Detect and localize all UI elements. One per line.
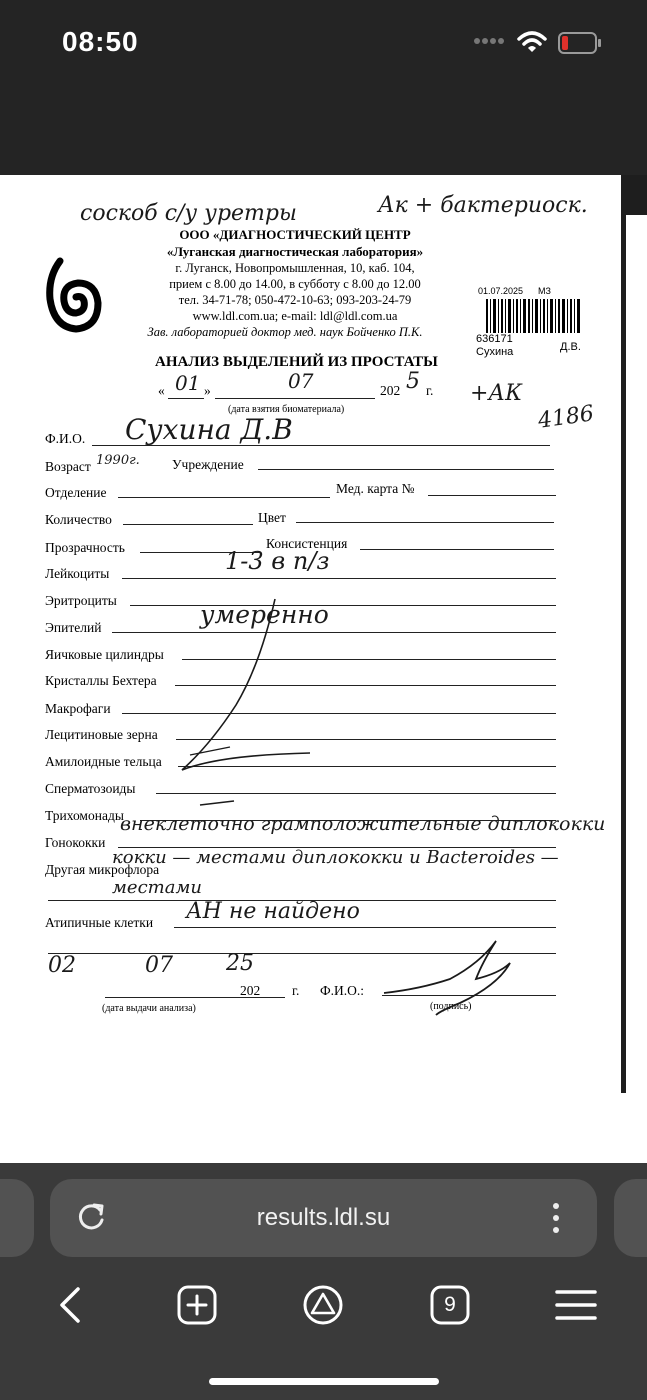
address-bar[interactable] — [50, 1179, 597, 1257]
tab-count: 9 — [444, 1293, 456, 1316]
trichomonads-label: Трихомонады — [45, 808, 124, 823]
atypical-cells-label: Атипичные клетки — [45, 915, 154, 930]
spermatozoa-label: Сперматозоиды — [45, 781, 136, 796]
erythrocytes-label: Эритроциты — [45, 593, 117, 608]
date-day-value: 01 — [175, 371, 201, 395]
testicular-cylinders-label: Яичковые цилиндры — [45, 647, 164, 662]
date-month-line — [215, 398, 375, 399]
institution-label: Учреждение — [172, 457, 244, 472]
leukocytes-value: 1-3 в п/з — [225, 547, 330, 575]
url-text[interactable]: results.ldl.su — [256, 1204, 391, 1231]
handwritten-number: 4186 — [536, 401, 596, 434]
leukocytes-label: Лейкоциты — [45, 566, 110, 581]
other-microflora-value: кокки — местами диплококки и Bacteroides — местами — [112, 847, 559, 898]
signature-caption: (подпись) — [430, 1001, 472, 1012]
cellular-signal-icon — [473, 36, 507, 46]
gonococci-value: внеклеточно грамположительные диплококки — [120, 813, 606, 835]
issue-date-suffix: г. — [292, 983, 300, 998]
handwritten-sample-note: соскоб с/у уретры — [80, 201, 297, 226]
battery-icon — [558, 31, 602, 55]
browser-bottom-panel — [0, 1163, 647, 1400]
fio-label: Ф.И.О. — [45, 431, 86, 446]
lab-address: г. Луганск, Новопромышленная, 10, каб. 104, — [175, 261, 415, 275]
lecithin-grains-label: Лецитиновые зерна — [45, 727, 158, 742]
quantity-line — [123, 524, 253, 525]
consistency-line — [360, 549, 554, 550]
reload-icon[interactable] — [74, 1201, 108, 1235]
more-options-icon[interactable] — [546, 1201, 566, 1235]
date-day-line — [168, 398, 204, 399]
status-bar — [0, 0, 647, 175]
barcode-date: 01.07.2025 — [478, 286, 524, 296]
amyloid-bodies-label: Амилоидные тельца — [45, 754, 162, 769]
lab-head: Зав. лабораторией доктор мед. наук Бойченко П.К. — [147, 325, 423, 339]
fio-value: Сухина Д.В — [125, 413, 293, 446]
lab-phones: тел. 34-71-78; 050-472-10-63; 093-203-24-79 — [178, 293, 412, 307]
back-button-icon[interactable] — [48, 1283, 92, 1327]
transparency-label: Прозрачность — [45, 540, 125, 555]
barcode-surname: Сухина — [476, 346, 514, 358]
epithelium-label: Эпителий — [45, 620, 102, 635]
status-time: 08:50 — [62, 26, 139, 57]
color-label: Цвет — [258, 510, 286, 525]
barcode-initials: Д.В. — [560, 341, 581, 353]
new-tab-button-icon[interactable] — [175, 1283, 219, 1327]
epithelium-value: умеренно — [200, 600, 329, 629]
next-tab-preview[interactable] — [614, 1179, 647, 1257]
document-title: АНАЛИЗ ВЫДЕЛЕНИЙ ИЗ ПРОСТАТЫ — [155, 354, 438, 370]
date-close-quote: » — [204, 383, 211, 398]
institution-line — [258, 469, 554, 470]
color-line — [296, 522, 554, 523]
issue-day-value: 02 — [48, 953, 76, 978]
issue-month-value: 07 — [145, 953, 173, 978]
age-value: 1990г. — [96, 453, 140, 468]
barcode-icon — [486, 299, 580, 333]
handwritten-ak-note: +АК — [470, 381, 523, 406]
issue-year-value: 25 — [226, 951, 254, 976]
med-card-line — [428, 495, 556, 496]
handwritten-test-note: Ак + бактериоск. — [378, 193, 588, 218]
bekhter-crystals-label: Кристаллы Бехтера — [45, 673, 157, 688]
quantity-label: Количество — [45, 512, 112, 527]
other-microflora-label: Другая микрофлора — [45, 862, 160, 877]
date-open-quote: « — [158, 383, 165, 398]
scan-edge — [621, 175, 626, 1093]
lab-name: «Луганская диагностическая лаборатория» — [166, 244, 424, 259]
med-card-label: Мед. карта № — [336, 481, 415, 496]
department-label: Отделение — [45, 485, 107, 500]
date-suffix: г. — [426, 383, 434, 398]
date-caption: (дата взятия биоматериала) — [228, 404, 345, 415]
scan-edge-top — [626, 175, 647, 215]
lab-hours: прием с 8.00 до 14.00, в субботу с 8.00 до 12.00 — [169, 277, 421, 291]
handwritten-dash-strokes — [170, 595, 370, 815]
date-year-prefix: 202 — [380, 383, 401, 398]
previous-tab-preview[interactable] — [0, 1179, 34, 1257]
issue-fio-label: Ф.И.О.: — [320, 983, 365, 998]
menu-button-icon[interactable] — [554, 1283, 598, 1327]
issue-date-caption: (дата выдачи анализа) — [102, 1003, 196, 1014]
department-line — [118, 497, 330, 498]
barcode-code-small: МЗ — [538, 286, 551, 296]
tabs-button[interactable] — [428, 1283, 472, 1327]
analysis-document — [0, 175, 647, 1163]
gonococci-label: Гонококки — [45, 835, 106, 850]
wifi-icon — [517, 30, 547, 54]
date-year-value: 5 — [406, 369, 420, 394]
age-label: Возраст — [45, 459, 91, 474]
lab-logo-icon — [46, 257, 102, 333]
date-month-value: 07 — [288, 369, 314, 393]
issue-year-prefix: 202 — [240, 983, 261, 998]
consistency-label: Консистенция — [266, 536, 348, 551]
atypical-cells-value: АН не найдено — [186, 899, 360, 924]
signature-icon — [380, 933, 530, 1017]
lab-web: www.ldl.com.ua; e-mail: ldl@ldl.com.ua — [192, 309, 398, 323]
org-name: ООО «ДИАГНОСТИЧЕСКИЙ ЦЕНТР — [179, 227, 411, 242]
home-indicator — [209, 1378, 439, 1385]
macrophages-label: Макрофаги — [45, 701, 111, 716]
barcode-sticker — [476, 283, 596, 373]
assistant-button-icon[interactable] — [301, 1283, 345, 1327]
barcode-number: 636171 — [476, 333, 513, 345]
leukocytes-line — [122, 578, 556, 579]
atypical-cells-line — [174, 927, 556, 928]
